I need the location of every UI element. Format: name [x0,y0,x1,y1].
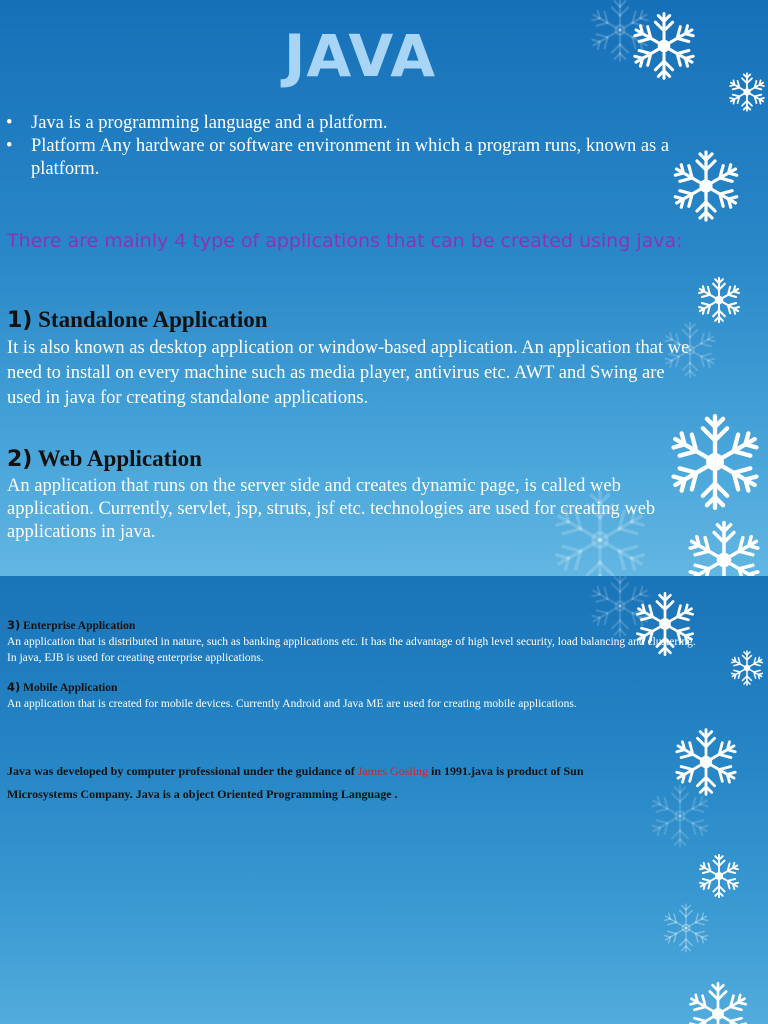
snowflake-icon [687,983,748,1024]
mobile-application-description: An application that is created for mobile devices. Currently Android and Java ME are used for creating mobile applications. [7,698,577,710]
note-text: Java was developed by computer professional under the guidance of [7,764,358,778]
heading-number: 4) [7,680,21,694]
note-text: in 1991.java is product of Sun Microsystems Company. Java is a object Oriented Programming Language . [7,764,584,801]
enterprise-application-description: An application that is distributed in nature, such as banking applications etc. It has the advantage of high level security, load balancing and clustering. In java, EJB is used for creating enterprise applications. [7,636,696,664]
applications-intro: There are mainly 4 type of applications that can be created using java: [7,230,683,252]
snowflake-icon [674,730,738,795]
web-application-heading [7,446,202,472]
snowflake-icon [697,278,741,322]
bullet-item: • Java is a programming language and a platform. [6,112,706,135]
heading-number: 2) [7,447,33,472]
bullet-item: • Platform Any hardware or software environment in which a program runs, known as a platform. [6,135,706,181]
snowflake-icon [687,523,762,576]
james-gosling-name: James Gosling [357,764,429,778]
mobile-application-heading [7,680,707,694]
heading-title: Web Application [37,446,202,471]
page-title: JAVA [283,22,437,90]
standalone-application-heading [7,307,268,333]
slide-2 [0,576,768,1024]
intro-bullet-list [6,112,706,181]
heading-title: Enterprise Application [23,620,136,632]
web-application-description: An application that runs on the server side and creates dynamic page, is called web application. Currently, servlet, jsp, struts, jsf etc. technologies are used for creating web applications in java. [7,476,656,542]
heading-title: Mobile Application [23,682,118,694]
java-history-note [7,760,647,806]
standalone-application-description: It is also known as desktop application or window-based application. An application that we need to install on every machine such as media player, antivirus etc. AWT and Swing are used in java for creating standalone applications. [7,338,690,408]
snowflake-icon [698,855,740,897]
heading-number: 3) [7,618,21,632]
snowflake-icon [730,651,764,685]
heading-number: 1) [7,308,33,333]
heading-title: Standalone Application [38,307,268,332]
enterprise-application-heading [7,618,707,632]
snowflake-icon [728,73,765,110]
